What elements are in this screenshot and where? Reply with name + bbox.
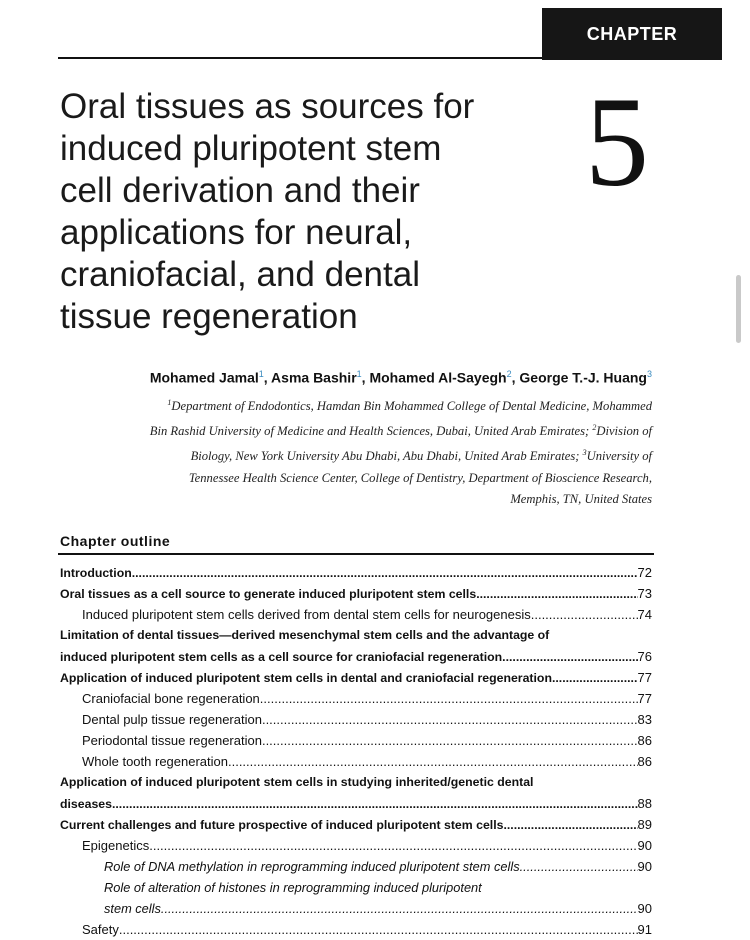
toc-entry[interactable]: Application of induced pluripotent stem cells in studying inherited/genetic dental	[60, 775, 534, 789]
affiliation-line	[62, 417, 652, 442]
chapter-number: 5	[585, 71, 649, 213]
affiliations	[62, 392, 652, 510]
toc-entry[interactable]: Induced pluripotent stem cells derived from dental stem cells for neurogenesis ..... 74	[60, 604, 652, 625]
affiliation-line	[62, 468, 652, 489]
toc-entry[interactable]: Role of DNA methylation in reprogramming induced pluripotent stem cells ..... 90	[60, 856, 652, 877]
author-list	[150, 369, 652, 386]
affiliation-mark: 3	[582, 448, 587, 458]
toc-entry[interactable]: Role of alteration of histones in reprogramming induced pluripotent	[104, 880, 482, 895]
toc-entry[interactable]: Epigenetics ..... 90	[60, 835, 652, 856]
affiliation-text: Bin Rashid University of Medicine and Health Sciences, Dubai, United Arab Emirates;	[149, 424, 593, 439]
affiliation-line	[62, 392, 652, 417]
title-line: cell derivation and their	[60, 171, 420, 210]
affiliation-text: Memphis, TN, United States	[510, 491, 652, 506]
affiliation-mark: 1	[167, 398, 172, 407]
toc-entry[interactable]: Application of induced pluripotent stem cells in dental and craniofacial regeneration ..... 77	[60, 667, 652, 688]
author-name: Asma Bashir	[271, 369, 357, 386]
affiliation-text: Biology, New York University Abu Dhabi, Abu Dhabi, United Arab Emirates;	[190, 449, 583, 464]
title-line: Oral tissues as sources for	[60, 87, 475, 126]
affiliation-text: Tennessee Health Science Center, College of Dentistry, Department of Bioscience Research,	[188, 470, 652, 485]
author-name: Mohamed Al-Sayegh	[369, 369, 507, 386]
affiliation-line	[62, 489, 652, 510]
toc-entry[interactable]: Whole tooth regeneration ..... 86	[60, 751, 652, 772]
outline-rule	[58, 553, 654, 555]
author-affiliation-mark[interactable]: 1	[356, 369, 362, 379]
chapter-title	[60, 86, 530, 338]
affiliation-text: Division of	[596, 424, 652, 439]
affiliation-text: University of	[586, 449, 652, 464]
title-line: craniofacial, and dental	[60, 255, 420, 294]
toc-entry[interactable]: Limitation of dental tissues—derived mesenchymal stem cells and the advantage of	[60, 628, 550, 642]
author-name: Mohamed Jamal	[149, 369, 259, 386]
toc-entry[interactable]: Current challenges and future prospective of induced pluripotent stem cells ..... 89	[60, 814, 652, 835]
title-line: tissue regeneration	[60, 297, 358, 336]
affiliation-mark: 2	[592, 423, 597, 433]
toc-entry[interactable]: Dental pulp tissue regeneration ..... 83	[60, 709, 652, 730]
outline-heading: Chapter outline	[60, 533, 171, 549]
author-separator: ,	[263, 369, 272, 386]
toc-entry[interactable]: stem cells ..... 90	[60, 898, 652, 919]
affiliation-text: Department of Endodontics, Hamdan Bin Mohammed College of Dental Medicine, Mohammed	[171, 399, 652, 414]
toc-entry[interactable]: Craniofacial bone regeneration ..... 77	[60, 688, 652, 709]
chapter-label-box	[542, 8, 722, 60]
author-affiliation-mark[interactable]: 3	[646, 369, 652, 379]
toc-entry[interactable]: Periodontal tissue regeneration ..... 86	[60, 730, 652, 751]
author-separator: ,	[361, 369, 370, 386]
title-line: applications for neural,	[60, 213, 413, 252]
author-name: George T.-J. Huang	[519, 369, 647, 386]
author-affiliation-mark[interactable]: 2	[506, 369, 512, 379]
affiliation-line	[62, 442, 652, 467]
toc-entry[interactable]: Introduction ..... 72	[60, 562, 652, 583]
toc-entry[interactable]: diseases ..... 88	[60, 793, 652, 814]
toc-entry[interactable]: Safety ..... 91	[60, 919, 652, 940]
title-line: induced pluripotent stem	[60, 129, 442, 168]
toc-entry[interactable]: induced pluripotent stem cells as a cell source for craniofacial regeneration ..... 76	[60, 646, 652, 667]
table-of-contents	[60, 562, 652, 940]
toc-entry[interactable]: Oral tissues as a cell source to generate induced pluripotent stem cells ..... 73	[60, 583, 652, 604]
author-separator: ,	[511, 369, 520, 386]
scrollbar-thumb[interactable]	[736, 275, 741, 343]
author-affiliation-mark[interactable]: 1	[258, 369, 264, 379]
chapter-label: CHAPTER	[586, 23, 678, 44]
